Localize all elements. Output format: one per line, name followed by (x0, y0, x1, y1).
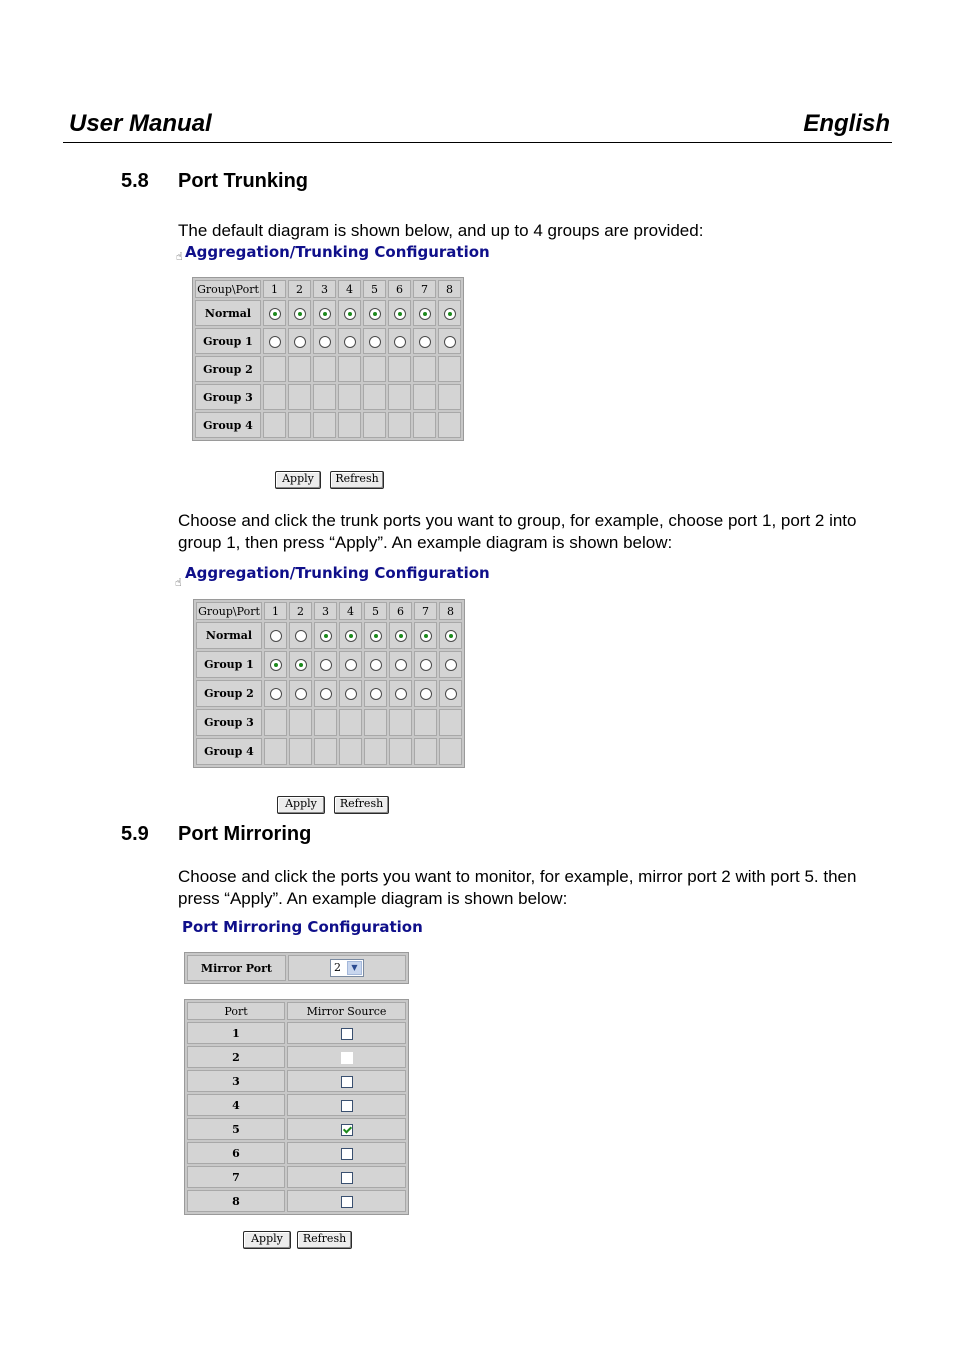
port-radio[interactable] (419, 336, 431, 348)
port-cell (263, 356, 286, 382)
port-cell (364, 738, 387, 765)
mirror-source-checkbox[interactable] (341, 1028, 353, 1040)
port-column-header: Port (187, 1002, 285, 1020)
table-row (187, 1118, 406, 1140)
port-cell (413, 412, 436, 438)
mirror-source-checkbox[interactable] (341, 1100, 353, 1112)
port-cell (414, 651, 437, 678)
port-cell (388, 412, 411, 438)
port-header: 5 (364, 602, 387, 620)
group-label: Group 4 (195, 412, 261, 438)
chevron-down-icon: ▼ (347, 961, 362, 975)
port-radio[interactable] (270, 630, 282, 642)
port-radio[interactable] (395, 688, 407, 700)
port-cell (288, 300, 311, 326)
port-radio[interactable] (295, 659, 307, 671)
port-cell (314, 651, 337, 678)
port-cell (264, 651, 287, 678)
port-cell (338, 412, 361, 438)
port-header: 4 (339, 602, 362, 620)
section-middle-text: Choose and click the trunk ports you want to group, for example, choose port 1, port 2 into group 1, then press “Apply”. An example diagram is shown below: (178, 511, 857, 552)
section-number: 5.8 (121, 170, 149, 192)
mirror-source-checkbox[interactable] (341, 1172, 353, 1184)
port-radio[interactable] (445, 659, 457, 671)
port-cell (363, 328, 386, 354)
port-radio[interactable] (395, 659, 407, 671)
port-cell (389, 709, 412, 736)
port-radio[interactable] (269, 336, 281, 348)
port-cell (288, 384, 311, 410)
port-cell (338, 384, 361, 410)
port-cell (388, 328, 411, 354)
trunk-config-table (192, 277, 464, 441)
group-label: Group 2 (195, 356, 261, 382)
port-cell (338, 356, 361, 382)
port-cell (438, 356, 461, 382)
mirror-source-table (184, 999, 409, 1215)
port-cell (439, 709, 462, 736)
port-radio[interactable] (295, 630, 307, 642)
group-label: Group 2 (196, 680, 262, 707)
port-radio[interactable] (370, 688, 382, 700)
port-number: 1 (187, 1022, 285, 1044)
port-cell (339, 738, 362, 765)
header-title-left: User Manual (69, 110, 212, 137)
port-cell (313, 356, 336, 382)
mirror-port-table (184, 952, 409, 984)
trunk-config-table (193, 599, 465, 768)
port-radio[interactable] (269, 308, 281, 320)
table-row (196, 680, 462, 707)
port-cell (363, 356, 386, 382)
port-radio[interactable] (320, 630, 332, 642)
port-cell (289, 622, 312, 649)
port-radio[interactable] (370, 630, 382, 642)
table-row (187, 1022, 406, 1044)
port-number: 4 (187, 1094, 285, 1116)
port-cell (314, 738, 337, 765)
port-cell (263, 384, 286, 410)
table-row (195, 300, 461, 326)
port-cell (263, 412, 286, 438)
port-cell (439, 738, 462, 765)
port-radio[interactable] (420, 630, 432, 642)
port-number: 7 (187, 1166, 285, 1188)
port-cell (413, 328, 436, 354)
port-cell (414, 622, 437, 649)
refresh-button[interactable]: Refresh (330, 471, 384, 489)
port-cell (388, 356, 411, 382)
port-header: 5 (363, 280, 386, 298)
port-header: 1 (263, 280, 286, 298)
apply-button[interactable]: Apply (277, 796, 325, 814)
port-cell (438, 384, 461, 410)
port-cell (364, 709, 387, 736)
mirror-source-checkbox[interactable] (341, 1196, 353, 1208)
port-cell (439, 651, 462, 678)
port-cell (413, 300, 436, 326)
port-cell (339, 622, 362, 649)
port-cell (289, 680, 312, 707)
hand-cursor-icon: ☝ (175, 576, 182, 589)
mirror-port-value: 2 (333, 961, 341, 974)
table-row (196, 651, 462, 678)
port-cell (363, 300, 386, 326)
hand-cursor-icon: ☝ (176, 250, 183, 263)
port-radio[interactable] (345, 688, 357, 700)
trunk-config-title: Aggregation/Trunking Configuration (185, 243, 490, 261)
port-radio[interactable] (369, 308, 381, 320)
port-cell (263, 328, 286, 354)
port-radio[interactable] (395, 630, 407, 642)
port-cell (414, 738, 437, 765)
port-cell (364, 651, 387, 678)
port-radio[interactable] (344, 308, 356, 320)
port-cell (389, 680, 412, 707)
port-header: 7 (413, 280, 436, 298)
port-cell (289, 651, 312, 678)
port-radio[interactable] (295, 688, 307, 700)
group-label: Normal (195, 300, 261, 326)
port-cell (313, 328, 336, 354)
port-header: 8 (439, 602, 462, 620)
port-cell (313, 384, 336, 410)
port-radio[interactable] (420, 659, 432, 671)
port-cell (314, 680, 337, 707)
mirror-source-cell (287, 1022, 406, 1044)
mirror-source-column-header: Mirror Source (287, 1002, 406, 1020)
port-number: 2 (187, 1046, 285, 1068)
port-cell (413, 384, 436, 410)
port-cell (389, 622, 412, 649)
port-number: 3 (187, 1070, 285, 1092)
port-cell (339, 680, 362, 707)
group-label: Group 1 (195, 328, 261, 354)
port-radio[interactable] (345, 659, 357, 671)
port-cell (389, 738, 412, 765)
port-radio[interactable] (320, 688, 332, 700)
port-cell (288, 328, 311, 354)
port-cell (264, 622, 287, 649)
mirror-port-label: Mirror Port (187, 955, 286, 981)
port-cell (388, 300, 411, 326)
port-number: 8 (187, 1190, 285, 1212)
mirror-source-cell (287, 1190, 406, 1212)
table-row (195, 384, 461, 410)
table-row (187, 1070, 406, 1092)
port-cell (338, 328, 361, 354)
table-row (196, 738, 462, 765)
section-number: 5.9 (121, 823, 149, 845)
port-cell (313, 412, 336, 438)
port-header: 3 (314, 602, 337, 620)
corner-header: Group\Port (196, 602, 262, 620)
port-cell (338, 300, 361, 326)
port-radio[interactable] (419, 308, 431, 320)
group-label: Group 4 (196, 738, 262, 765)
port-header: 6 (388, 280, 411, 298)
port-cell (414, 709, 437, 736)
table-row (187, 1190, 406, 1212)
port-cell (289, 738, 312, 765)
port-radio[interactable] (320, 659, 332, 671)
mirror-port-select[interactable] (330, 959, 364, 977)
group-label: Group 1 (196, 651, 262, 678)
port-radio[interactable] (444, 336, 456, 348)
port-radio[interactable] (445, 688, 457, 700)
refresh-button[interactable]: Refresh (297, 1231, 352, 1249)
port-cell (339, 651, 362, 678)
port-cell (364, 622, 387, 649)
port-header: 7 (414, 602, 437, 620)
port-cell (264, 738, 287, 765)
port-cell (439, 622, 462, 649)
port-radio[interactable] (370, 659, 382, 671)
port-header: 8 (438, 280, 461, 298)
corner-header: Group\Port (195, 280, 261, 298)
table-row (187, 1142, 406, 1164)
port-radio[interactable] (345, 630, 357, 642)
port-radio[interactable] (444, 308, 456, 320)
group-label: Group 3 (195, 384, 261, 410)
mirror-source-checkbox (341, 1052, 353, 1064)
port-cell (388, 384, 411, 410)
port-radio[interactable] (270, 659, 282, 671)
port-header: 2 (289, 602, 312, 620)
table-row (196, 622, 462, 649)
port-cell (438, 300, 461, 326)
mirror-source-cell (287, 1094, 406, 1116)
port-header: 2 (288, 280, 311, 298)
port-number: 5 (187, 1118, 285, 1140)
port-cell (438, 328, 461, 354)
port-cell (264, 680, 287, 707)
port-cell (364, 680, 387, 707)
apply-button[interactable]: Apply (275, 471, 321, 489)
table-row (187, 1046, 406, 1068)
port-cell (263, 300, 286, 326)
port-radio[interactable] (319, 336, 331, 348)
port-header: 6 (389, 602, 412, 620)
port-cell (314, 709, 337, 736)
mirror-source-cell (287, 1142, 406, 1164)
port-header: 3 (313, 280, 336, 298)
header-rule (63, 142, 892, 143)
port-cell (363, 412, 386, 438)
port-cell (314, 622, 337, 649)
port-cell (264, 709, 287, 736)
port-cell (414, 680, 437, 707)
mirror-source-checkbox[interactable] (341, 1124, 353, 1136)
port-header: 1 (264, 602, 287, 620)
port-radio[interactable] (294, 336, 306, 348)
table-row (195, 412, 461, 438)
port-cell (439, 680, 462, 707)
table-row (187, 1166, 406, 1188)
mirror-source-checkbox[interactable] (341, 1148, 353, 1160)
section-title: Port Mirroring (178, 823, 312, 845)
port-cell (313, 300, 336, 326)
port-radio[interactable] (394, 336, 406, 348)
port-cell (288, 356, 311, 382)
apply-button[interactable]: Apply (243, 1231, 291, 1249)
section-title: Port Trunking (178, 170, 308, 192)
port-radio[interactable] (420, 688, 432, 700)
table-row (195, 328, 461, 354)
port-cell (413, 356, 436, 382)
port-radio[interactable] (344, 336, 356, 348)
table-row (196, 709, 462, 736)
port-radio[interactable] (394, 308, 406, 320)
port-header: 4 (338, 280, 361, 298)
port-radio[interactable] (294, 308, 306, 320)
mirror-source-checkbox[interactable] (341, 1076, 353, 1088)
port-cell (438, 412, 461, 438)
group-label: Normal (196, 622, 262, 649)
section-intro: Choose and click the ports you want to monitor, for example, mirror port 2 with port 5. then press “Apply”. An example diagram is shown below: (178, 867, 857, 908)
mirror-source-cell (287, 1166, 406, 1188)
trunk-config-title: Aggregation/Trunking Configuration (185, 564, 490, 582)
mirror-source-cell (287, 1070, 406, 1092)
port-radio[interactable] (369, 336, 381, 348)
mirror-source-cell (287, 1118, 406, 1140)
port-radio[interactable] (270, 688, 282, 700)
port-cell (339, 709, 362, 736)
port-radio[interactable] (319, 308, 331, 320)
port-cell (363, 384, 386, 410)
group-label: Group 3 (196, 709, 262, 736)
table-row (187, 1094, 406, 1116)
port-cell (288, 412, 311, 438)
refresh-button[interactable]: Refresh (334, 796, 389, 814)
section-intro: The default diagram is shown below, and up to 4 groups are provided: (178, 221, 704, 240)
port-radio[interactable] (445, 630, 457, 642)
port-number: 6 (187, 1142, 285, 1164)
port-cell (289, 709, 312, 736)
header-title-right: English (803, 110, 890, 137)
table-row (195, 356, 461, 382)
mirror-source-cell (287, 1046, 406, 1068)
mirror-port-cell (288, 955, 406, 981)
port-cell (389, 651, 412, 678)
mirror-config-title: Port Mirroring Configuration (182, 918, 423, 936)
